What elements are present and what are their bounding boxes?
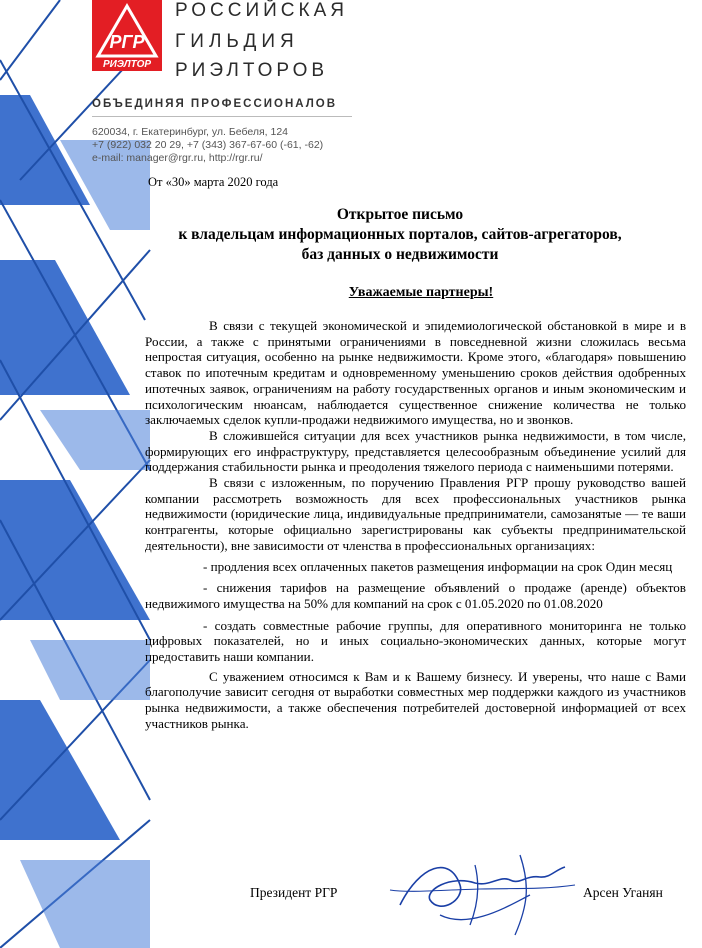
letter-date: От «30» марта 2020 года bbox=[148, 175, 279, 189]
contact-block bbox=[92, 126, 323, 165]
address: 620034, г. Екатеринбург, ул. Бебеля, 124 bbox=[92, 126, 289, 138]
phones: +7 (922) 032 20 29, +7 (343) 367-67-60 (-61, -62) bbox=[92, 139, 324, 151]
list-item: - создать совместные рабочие группы, для оперативного мониторинга не только цифровых показателей, но и иных социально-экономических данных, которые могут предоставить наши компании. bbox=[145, 617, 686, 665]
list-item: - продления всех оплаченных пакетов размещения информации на срок Один месяц bbox=[203, 558, 673, 574]
paragraph-1: В связи с текущей экономической и эпидемиологической обстановкой в мире и в России, а также с принятыми ограничениями в повседневной жизни сложилась весьма непростая ситуация, особенно на рынке недвижимости. Кроме этого, «благодаря» повышению ставок по ипотечным кредитам и одновременному уменьшению сроков действия одобренных ипотечных заявок, ограничениям на работу государственных органов и иным экономическим и психологическим нюансам, наблюдается существенное снижение количества не только заключаемых сделок купли-продажи недвижимого имущества, но и звонков. bbox=[145, 318, 686, 428]
org-name-line-3: РИЭЛТОРОВ bbox=[175, 60, 329, 81]
closing-paragraph: С уважением относимся к Вам и к Вашему бизнесу. И уверены, что наше с Вами благополучие зависит сегодня от выработки совместных мер поддержки каждого из участников рынка недвижимости, а также обеспечения потребителей достоверной информацией от всех участников рынка. bbox=[145, 668, 686, 731]
title-line-3: баз данных о недвижимости bbox=[301, 246, 499, 263]
svg-text:РГР: РГР bbox=[109, 32, 145, 52]
title-line-2: к владельцам информационных порталов, сайтов-агрегаторов, bbox=[178, 226, 622, 243]
handwritten-signature bbox=[380, 845, 580, 945]
org-tagline: ОБЪЕДИНЯЯ ПРОФЕССИОНАЛОВ bbox=[92, 98, 338, 110]
signatory-name: Арсен Уганян bbox=[583, 885, 663, 900]
org-name-line-1: РОССИЙСКАЯ bbox=[175, 0, 348, 21]
org-name-line-2: ГИЛЬДИЯ bbox=[175, 31, 299, 52]
paragraph-2: В сложившейся ситуации для всех участников рынка недвижимости, в том числе, формирующих его инфраструктуру, представляется целесообразным объединение усилий для поддержания стабильности рынка и преодоления тяжелого периода с наименьшими потерями. bbox=[145, 427, 686, 475]
logo-caption: РИЭЛТОР bbox=[92, 58, 162, 71]
paragraph-3: В связи с изложенным, по поручению Правления РГР прошу руководство вашей компании рассмотреть возможность для всех профессиональных участников рынка недвижимости (юридические лица, индивидуальные предприниматели, самозанятые — те ваши контрагенты, которые официально зарегистрированы как субъекты предпринимательской деятельности), вне зависимости от членства в профессиональных организациях: bbox=[145, 475, 686, 553]
letter-body bbox=[145, 318, 686, 732]
letter-title bbox=[140, 205, 660, 265]
list-item: - снижения тарифов на размещение объявлений о продаже (аренде) объектов недвижимого имущества на 50% для компаний на срок с 01.05.2020 по 01.08.2020 bbox=[145, 580, 686, 611]
email-web: e-mail: manager@rgr.ru, http://rgr.ru/ bbox=[92, 152, 263, 164]
signatory-position: Президент РГР bbox=[250, 885, 338, 900]
greeting: Уважаемые партнеры! bbox=[348, 285, 494, 300]
title-line-1: Открытое письмо bbox=[336, 206, 464, 223]
header-divider bbox=[92, 116, 352, 117]
